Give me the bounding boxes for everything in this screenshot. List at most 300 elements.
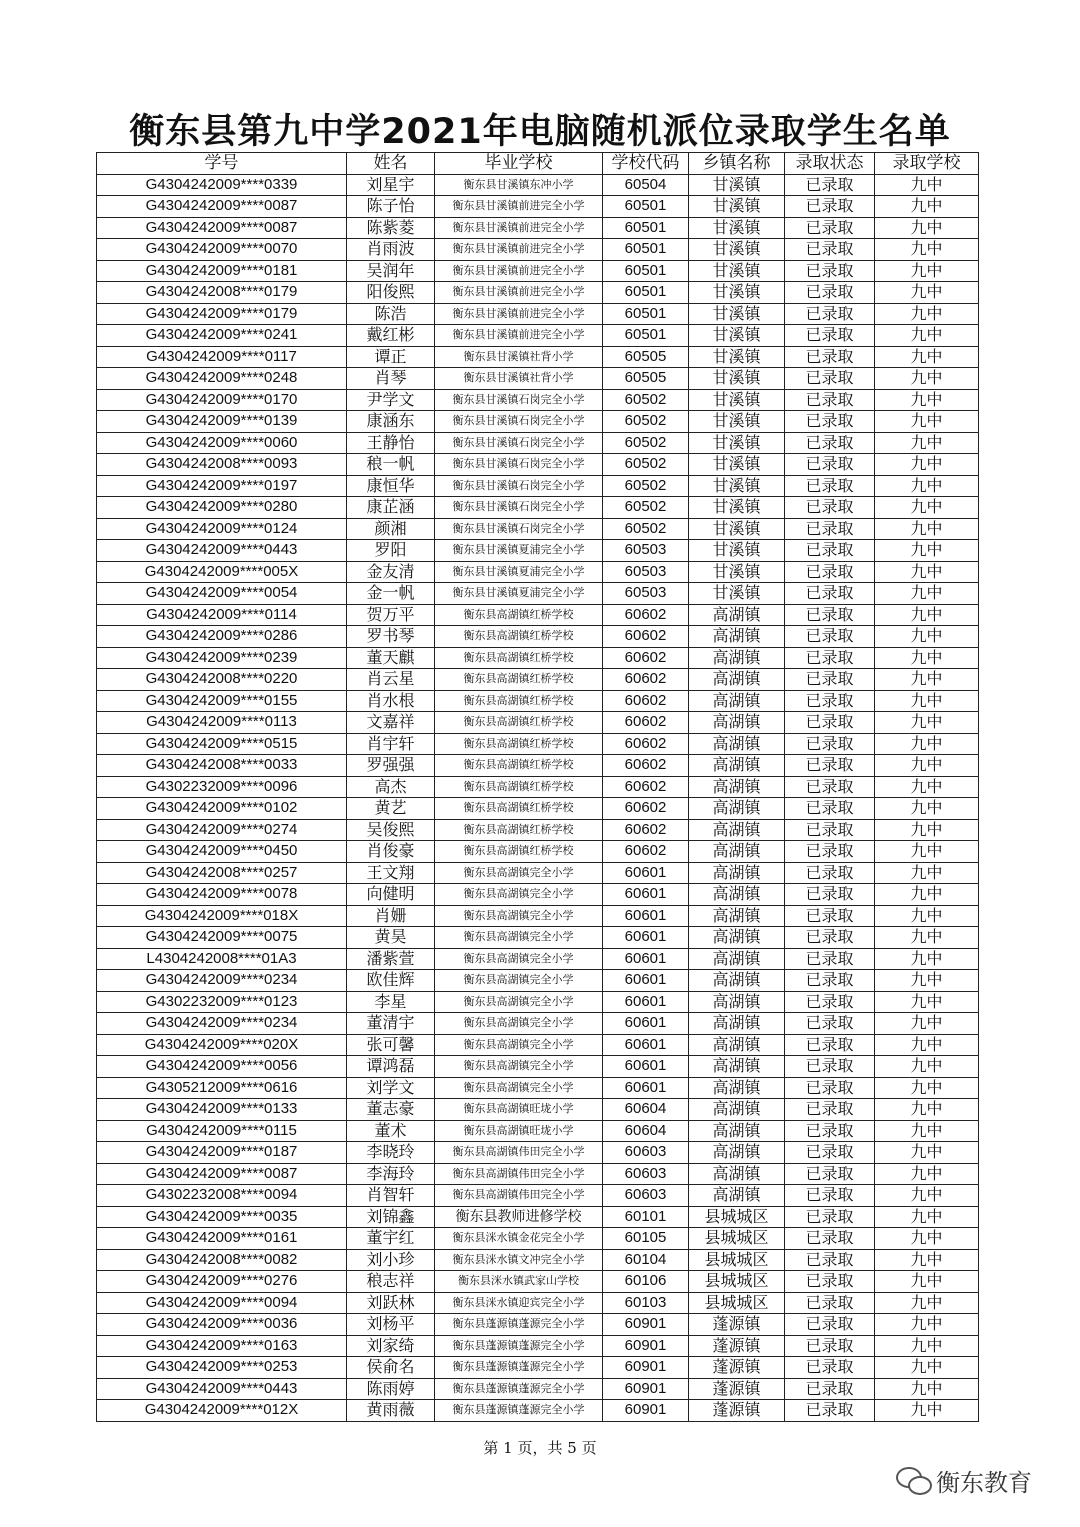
cell-admission-status: 已录取: [785, 454, 875, 476]
cell-student-id: G4304242009****0054: [97, 583, 347, 605]
cell-name: 金友清: [347, 561, 435, 583]
table-row: [97, 647, 979, 669]
cell-graduation-school: 衡东县高湖镇红桥学校: [435, 690, 603, 712]
cell-school-code: 60501: [603, 260, 689, 282]
cell-school-code: 60501: [603, 217, 689, 239]
watermark: [896, 1462, 1066, 1498]
cell-name: 贺万平: [347, 604, 435, 626]
cell-town: 高湖镇: [689, 776, 785, 798]
cell-name: 罗强强: [347, 755, 435, 777]
table-row: [97, 948, 979, 970]
cell-school-code: 60603: [603, 1163, 689, 1185]
cell-graduation-school: 衡东县高湖镇红桥学校: [435, 776, 603, 798]
cell-school-code: 60601: [603, 991, 689, 1013]
cell-name: 李星: [347, 991, 435, 1013]
cell-student-id: G4302232009****0123: [97, 991, 347, 1013]
cell-school-code: 60502: [603, 454, 689, 476]
cell-student-id: G4304242009****0102: [97, 798, 347, 820]
cell-name: 肖云星: [347, 669, 435, 691]
cell-name: 欧佳辉: [347, 970, 435, 992]
cell-student-id: G4304242009****0133: [97, 1099, 347, 1121]
cell-town: 高湖镇: [689, 1120, 785, 1142]
cell-admitted-school: 九中: [875, 475, 979, 497]
cell-admitted-school: 九中: [875, 1271, 979, 1293]
cell-admission-status: 已录取: [785, 1314, 875, 1336]
cell-name: 颜湘: [347, 518, 435, 540]
cell-school-code: 60603: [603, 1185, 689, 1207]
table-row: [97, 905, 979, 927]
header-graduation-school: 毕业学校: [435, 153, 603, 175]
cell-graduation-school: 衡东县甘溪镇石岗完全小学: [435, 475, 603, 497]
cell-town: 高湖镇: [689, 690, 785, 712]
table-row: [97, 1314, 979, 1336]
cell-graduation-school: 衡东县蓬源镇蓬源完全小学: [435, 1357, 603, 1379]
cell-name: 刘小珍: [347, 1249, 435, 1271]
cell-town: 县城城区: [689, 1271, 785, 1293]
cell-school-code: 60505: [603, 368, 689, 390]
table-row: [97, 776, 979, 798]
cell-admission-status: 已录取: [785, 1163, 875, 1185]
cell-student-id: G4304242008****0033: [97, 755, 347, 777]
cell-admitted-school: 九中: [875, 1206, 979, 1228]
cell-admitted-school: 九中: [875, 260, 979, 282]
header-admitted-school: 录取学校: [875, 153, 979, 175]
cell-student-id: G4304242009****0115: [97, 1120, 347, 1142]
cell-admission-status: 已录取: [785, 1034, 875, 1056]
cell-graduation-school: 衡东县洣水镇金花完全小学: [435, 1228, 603, 1250]
cell-town: 高湖镇: [689, 733, 785, 755]
cell-student-id: G4304242009****0276: [97, 1271, 347, 1293]
cell-admitted-school: 九中: [875, 561, 979, 583]
cell-name: 戴红彬: [347, 325, 435, 347]
table-row: [97, 1163, 979, 1185]
cell-name: 黄雨薇: [347, 1400, 435, 1422]
cell-name: 董清宇: [347, 1013, 435, 1035]
cell-school-code: 60601: [603, 862, 689, 884]
cell-admitted-school: 九中: [875, 239, 979, 261]
cell-school-code: 60901: [603, 1378, 689, 1400]
cell-town: 高湖镇: [689, 1142, 785, 1164]
cell-graduation-school: 衡东县洣水镇文冲完全小学: [435, 1249, 603, 1271]
cell-admission-status: 已录取: [785, 1335, 875, 1357]
cell-graduation-school: 衡东县高湖镇红桥学校: [435, 755, 603, 777]
cell-town: 高湖镇: [689, 604, 785, 626]
cell-student-id: G4304242009****018X: [97, 905, 347, 927]
cell-student-id: G4304242008****0220: [97, 669, 347, 691]
cell-student-id: G4304242009****0234: [97, 970, 347, 992]
cell-admission-status: 已录取: [785, 1249, 875, 1271]
cell-admitted-school: 九中: [875, 1013, 979, 1035]
cell-school-code: 60604: [603, 1120, 689, 1142]
cell-school-code: 60502: [603, 389, 689, 411]
cell-town: 甘溪镇: [689, 260, 785, 282]
cell-admitted-school: 九中: [875, 948, 979, 970]
cell-name: 刘锦鑫: [347, 1206, 435, 1228]
cell-graduation-school: 衡东县甘溪镇社背小学: [435, 346, 603, 368]
cell-town: 甘溪镇: [689, 368, 785, 390]
cell-town: 蓬源镇: [689, 1357, 785, 1379]
cell-town: 高湖镇: [689, 862, 785, 884]
cell-town: 甘溪镇: [689, 497, 785, 519]
cell-name: 稂志祥: [347, 1271, 435, 1293]
cell-admission-status: 已录取: [785, 561, 875, 583]
cell-school-code: 60502: [603, 518, 689, 540]
cell-admission-status: 已录取: [785, 690, 875, 712]
table-row: [97, 1206, 979, 1228]
cell-school-code: 60505: [603, 346, 689, 368]
cell-admitted-school: 九中: [875, 819, 979, 841]
cell-admitted-school: 九中: [875, 1120, 979, 1142]
cell-name: 陈浩: [347, 303, 435, 325]
cell-school-code: 60501: [603, 303, 689, 325]
cell-town: 甘溪镇: [689, 196, 785, 218]
cell-admitted-school: 九中: [875, 282, 979, 304]
cell-graduation-school: 衡东县甘溪镇石岗完全小学: [435, 454, 603, 476]
cell-student-id: G4304242009****005X: [97, 561, 347, 583]
table-row: [97, 884, 979, 906]
cell-school-code: 60601: [603, 905, 689, 927]
cell-name: 金一帆: [347, 583, 435, 605]
cell-graduation-school: 衡东县甘溪镇社背小学: [435, 368, 603, 390]
cell-admission-status: 已录取: [785, 1400, 875, 1422]
table-row: [97, 1378, 979, 1400]
cell-admission-status: 已录取: [785, 884, 875, 906]
footer-total-pages: 5: [567, 1439, 577, 1457]
cell-student-id: L4304242008****01A3: [97, 948, 347, 970]
cell-admission-status: 已录取: [785, 1056, 875, 1078]
table-row: [97, 733, 979, 755]
cell-graduation-school: 衡东县高湖镇完全小学: [435, 991, 603, 1013]
cell-town: 高湖镇: [689, 819, 785, 841]
header-name: 姓名: [347, 153, 435, 175]
table-row: [97, 1077, 979, 1099]
cell-admitted-school: 九中: [875, 411, 979, 433]
cell-town: 高湖镇: [689, 1163, 785, 1185]
cell-admission-status: 已录取: [785, 1099, 875, 1121]
cell-graduation-school: 衡东县高湖镇完全小学: [435, 1077, 603, 1099]
cell-name: 肖姗: [347, 905, 435, 927]
cell-admission-status: 已录取: [785, 411, 875, 433]
cell-town: 高湖镇: [689, 884, 785, 906]
cell-school-code: 60502: [603, 432, 689, 454]
cell-admitted-school: 九中: [875, 626, 979, 648]
cell-town: 蓬源镇: [689, 1400, 785, 1422]
cell-school-code: 60602: [603, 776, 689, 798]
cell-admission-status: 已录取: [785, 647, 875, 669]
cell-admission-status: 已录取: [785, 325, 875, 347]
cell-school-code: 60601: [603, 970, 689, 992]
cell-school-code: 60503: [603, 540, 689, 562]
cell-admitted-school: 九中: [875, 1314, 979, 1336]
cell-graduation-school: 衡东县高湖镇旺垅小学: [435, 1120, 603, 1142]
footer-middle: 页，共: [517, 1439, 563, 1457]
table-row: [97, 303, 979, 325]
cell-town: 甘溪镇: [689, 475, 785, 497]
cell-admission-status: 已录取: [785, 948, 875, 970]
cell-admitted-school: 九中: [875, 1357, 979, 1379]
cell-graduation-school: 衡东县高湖镇完全小学: [435, 1013, 603, 1035]
cell-graduation-school: 衡东县高湖镇红桥学校: [435, 798, 603, 820]
table-row: [97, 1357, 979, 1379]
cell-graduation-school: 衡东县甘溪镇石岗完全小学: [435, 389, 603, 411]
cell-name: 刘家绮: [347, 1335, 435, 1357]
cell-school-code: 60901: [603, 1314, 689, 1336]
cell-admitted-school: 九中: [875, 454, 979, 476]
cell-school-code: 60602: [603, 669, 689, 691]
cell-name: 刘杨平: [347, 1314, 435, 1336]
cell-name: 刘星宇: [347, 174, 435, 196]
cell-name: 高杰: [347, 776, 435, 798]
cell-admission-status: 已录取: [785, 260, 875, 282]
cell-town: 蓬源镇: [689, 1335, 785, 1357]
cell-town: 高湖镇: [689, 1077, 785, 1099]
cell-name: 谭鸿磊: [347, 1056, 435, 1078]
cell-town: 甘溪镇: [689, 303, 785, 325]
cell-name: 吴俊熙: [347, 819, 435, 841]
cell-school-code: 60602: [603, 755, 689, 777]
cell-admitted-school: 九中: [875, 1185, 979, 1207]
cell-graduation-school: 衡东县甘溪镇夏浦完全小学: [435, 583, 603, 605]
cell-admitted-school: 九中: [875, 497, 979, 519]
watermark-text: 衡东教育: [936, 1468, 1032, 1497]
cell-student-id: G4304242009****0139: [97, 411, 347, 433]
cell-school-code: 60601: [603, 1056, 689, 1078]
cell-admission-status: 已录取: [785, 1271, 875, 1293]
cell-admission-status: 已录取: [785, 1120, 875, 1142]
cell-school-code: 60601: [603, 1034, 689, 1056]
cell-admission-status: 已录取: [785, 303, 875, 325]
cell-school-code: 60105: [603, 1228, 689, 1250]
cell-graduation-school: 衡东县高湖镇红桥学校: [435, 669, 603, 691]
cell-school-code: 60601: [603, 1013, 689, 1035]
cell-graduation-school: 衡东县高湖镇伟田完全小学: [435, 1163, 603, 1185]
cell-school-code: 60602: [603, 647, 689, 669]
cell-name: 董宇红: [347, 1228, 435, 1250]
cell-name: 吴润年: [347, 260, 435, 282]
cell-graduation-school: 衡东县甘溪镇东冲小学: [435, 174, 603, 196]
cell-town: 高湖镇: [689, 626, 785, 648]
cell-town: 高湖镇: [689, 798, 785, 820]
cell-admitted-school: 九中: [875, 905, 979, 927]
cell-student-id: G4304242009****0087: [97, 196, 347, 218]
cell-school-code: 60104: [603, 1249, 689, 1271]
table-row: [97, 239, 979, 261]
cell-town: 高湖镇: [689, 841, 785, 863]
cell-admitted-school: 九中: [875, 712, 979, 734]
cell-admission-status: 已录取: [785, 346, 875, 368]
table-row: [97, 540, 979, 562]
cell-town: 甘溪镇: [689, 174, 785, 196]
cell-name: 文嘉祥: [347, 712, 435, 734]
cell-name: 董志豪: [347, 1099, 435, 1121]
table-row: [97, 970, 979, 992]
cell-admission-status: 已录取: [785, 733, 875, 755]
header-town: 乡镇名称: [689, 153, 785, 175]
cell-name: 王文翔: [347, 862, 435, 884]
cell-admission-status: 已录取: [785, 1292, 875, 1314]
cell-name: 阳俊熙: [347, 282, 435, 304]
table-row: [97, 346, 979, 368]
cell-town: 县城城区: [689, 1206, 785, 1228]
cell-school-code: 60106: [603, 1271, 689, 1293]
table-row: [97, 1142, 979, 1164]
cell-graduation-school: 衡东县甘溪镇夏浦完全小学: [435, 540, 603, 562]
title-prefix: 衡东县第九中学: [129, 111, 382, 152]
cell-name: 黄艺: [347, 798, 435, 820]
cell-admitted-school: 九中: [875, 389, 979, 411]
header-student-id: 学号: [97, 153, 347, 175]
cell-admitted-school: 九中: [875, 1249, 979, 1271]
cell-student-id: G4302232008****0094: [97, 1185, 347, 1207]
table-row: [97, 217, 979, 239]
cell-town: 高湖镇: [689, 1099, 785, 1121]
cell-town: 甘溪镇: [689, 454, 785, 476]
cell-student-id: G4304242009****0056: [97, 1056, 347, 1078]
cell-town: 高湖镇: [689, 991, 785, 1013]
cell-school-code: 60501: [603, 325, 689, 347]
cell-town: 高湖镇: [689, 1185, 785, 1207]
cell-admission-status: 已录取: [785, 583, 875, 605]
cell-town: 甘溪镇: [689, 432, 785, 454]
cell-town: 高湖镇: [689, 905, 785, 927]
table-row: [97, 432, 979, 454]
cell-school-code: 60602: [603, 841, 689, 863]
cell-school-code: 60602: [603, 733, 689, 755]
cell-student-id: G4304242009****0197: [97, 475, 347, 497]
cell-town: 高湖镇: [689, 647, 785, 669]
cell-name: 刘学文: [347, 1077, 435, 1099]
cell-student-id: G4304242009****0241: [97, 325, 347, 347]
cell-admitted-school: 九中: [875, 432, 979, 454]
cell-graduation-school: 衡东县甘溪镇前进完全小学: [435, 239, 603, 261]
cell-town: 甘溪镇: [689, 540, 785, 562]
cell-student-id: G4304242009****0280: [97, 497, 347, 519]
cell-student-id: G4304242008****0082: [97, 1249, 347, 1271]
cell-graduation-school: 衡东县高湖镇完全小学: [435, 948, 603, 970]
cell-admission-status: 已录取: [785, 282, 875, 304]
cell-town: 高湖镇: [689, 1056, 785, 1078]
cell-graduation-school: 衡东县高湖镇完全小学: [435, 905, 603, 927]
cell-admission-status: 已录取: [785, 905, 875, 927]
cell-school-code: 60504: [603, 174, 689, 196]
cell-name: 刘跃林: [347, 1292, 435, 1314]
table-row: [97, 755, 979, 777]
cell-school-code: 60503: [603, 561, 689, 583]
cell-admitted-school: 九中: [875, 1335, 979, 1357]
cell-admitted-school: 九中: [875, 1099, 979, 1121]
table-row: [97, 1228, 979, 1250]
cell-admission-status: 已录取: [785, 819, 875, 841]
cell-school-code: 60601: [603, 884, 689, 906]
cell-town: 甘溪镇: [689, 239, 785, 261]
table-row: [97, 196, 979, 218]
cell-admission-status: 已录取: [785, 217, 875, 239]
table-row: [97, 411, 979, 433]
cell-graduation-school: 衡东县甘溪镇前进完全小学: [435, 303, 603, 325]
cell-admission-status: 已录取: [785, 475, 875, 497]
cell-school-code: 60101: [603, 1206, 689, 1228]
cell-admitted-school: 九中: [875, 970, 979, 992]
cell-admission-status: 已录取: [785, 755, 875, 777]
cell-name: 潘紫萱: [347, 948, 435, 970]
cell-admitted-school: 九中: [875, 862, 979, 884]
cell-name: 李晓玲: [347, 1142, 435, 1164]
cell-graduation-school: 衡东县高湖镇伟田完全小学: [435, 1185, 603, 1207]
cell-town: 高湖镇: [689, 1034, 785, 1056]
cell-student-id: G4304242009****0036: [97, 1314, 347, 1336]
cell-town: 甘溪镇: [689, 217, 785, 239]
cell-admission-status: 已录取: [785, 991, 875, 1013]
cell-name: 李海玲: [347, 1163, 435, 1185]
cell-admitted-school: 九中: [875, 927, 979, 949]
title-suffix: 年电脑随机派位录取学生名单: [482, 111, 951, 152]
cell-graduation-school: 衡东县洣水镇武家山学校: [435, 1271, 603, 1293]
cell-name: 肖宇轩: [347, 733, 435, 755]
cell-school-code: 60501: [603, 239, 689, 261]
table-row: [97, 669, 979, 691]
cell-graduation-school: 衡东县高湖镇完全小学: [435, 862, 603, 884]
table-row: [97, 1335, 979, 1357]
cell-graduation-school: 衡东县高湖镇完全小学: [435, 1056, 603, 1078]
table-row: [97, 368, 979, 390]
cell-name: 肖智轩: [347, 1185, 435, 1207]
cell-student-id: G4304242009****0087: [97, 217, 347, 239]
cell-school-code: 60602: [603, 690, 689, 712]
cell-name: 陈雨婷: [347, 1378, 435, 1400]
cell-graduation-school: 衡东县高湖镇红桥学校: [435, 712, 603, 734]
table-row: [97, 798, 979, 820]
cell-student-id: G4304242009****0075: [97, 927, 347, 949]
table-row: [97, 497, 979, 519]
cell-graduation-school: 衡东县高湖镇红桥学校: [435, 733, 603, 755]
cell-school-code: 60901: [603, 1400, 689, 1422]
cell-school-code: 60901: [603, 1357, 689, 1379]
table-row: [97, 518, 979, 540]
cell-student-id: G4304242009****0450: [97, 841, 347, 863]
cell-admission-status: 已录取: [785, 239, 875, 261]
cell-admitted-school: 九中: [875, 669, 979, 691]
cell-name: 肖俊豪: [347, 841, 435, 863]
footer-suffix: 页: [581, 1439, 597, 1457]
cell-school-code: 60503: [603, 583, 689, 605]
cell-town: 甘溪镇: [689, 583, 785, 605]
wechat-icon: [896, 1465, 930, 1495]
cell-admitted-school: 九中: [875, 1378, 979, 1400]
table-row: [97, 819, 979, 841]
cell-graduation-school: 衡东县高湖镇红桥学校: [435, 819, 603, 841]
cell-student-id: G4304242009****0124: [97, 518, 347, 540]
cell-student-id: G4304242008****0257: [97, 862, 347, 884]
table-row: [97, 1249, 979, 1271]
cell-name: 罗书琴: [347, 626, 435, 648]
cell-student-id: G4304242009****0087: [97, 1163, 347, 1185]
cell-name: 董天麒: [347, 647, 435, 669]
cell-town: 县城城区: [689, 1292, 785, 1314]
cell-admission-status: 已录取: [785, 841, 875, 863]
cell-student-id: G4304242009****0187: [97, 1142, 347, 1164]
cell-town: 蓬源镇: [689, 1378, 785, 1400]
title-year: 2021: [381, 112, 483, 152]
cell-admitted-school: 九中: [875, 217, 979, 239]
cell-student-id: G4304242009****0253: [97, 1357, 347, 1379]
cell-student-id: G4304242009****0078: [97, 884, 347, 906]
cell-name: 张可馨: [347, 1034, 435, 1056]
table-row: [97, 583, 979, 605]
cell-admission-status: 已录取: [785, 432, 875, 454]
cell-name: 谭正: [347, 346, 435, 368]
cell-admission-status: 已录取: [785, 518, 875, 540]
cell-admission-status: 已录取: [785, 540, 875, 562]
